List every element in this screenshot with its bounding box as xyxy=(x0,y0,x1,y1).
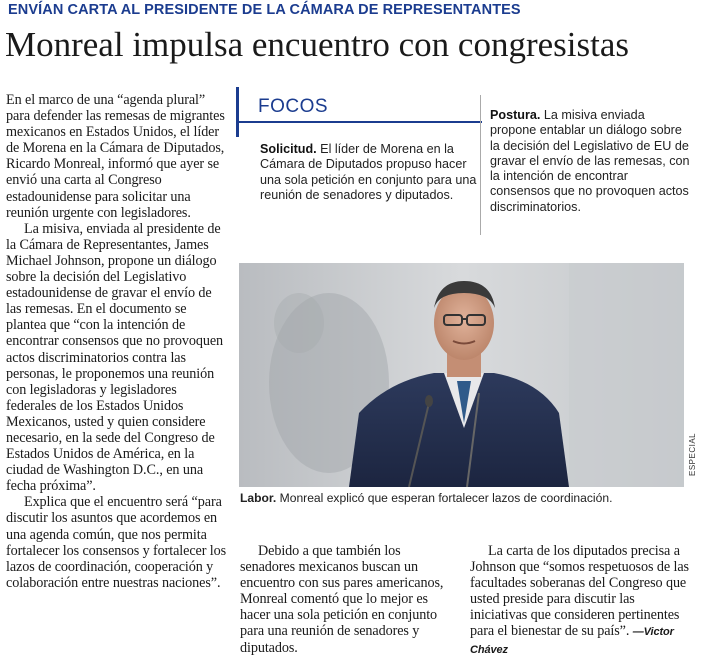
paragraph-text: La carta de los diputados precisa a Johnson que “somos respetuosos de las facultades soberanas del Congreso que usted preside para discutir las iniciativas que consideren pertinentes para el bienestar de su país”. xyxy=(470,543,689,640)
focos-item-title: Postura. xyxy=(490,108,541,122)
caption-text: Monreal explicó que esperan fortalecer lazos de coordinación. xyxy=(276,491,613,505)
focos-item-text: El líder de Morena en la Cámara de Diputados propuso hacer una sola petición en conjunto para una reunión de senadores y diputados. xyxy=(260,142,477,202)
article-column-1 xyxy=(6,92,230,591)
focos-item-text: La misiva enviada propone entablar un diálogo sobre la decisión del Legislativo de EU de gravar el envío de las remesas, con la intención de encontrar consensos que no provoquen actos discriminatorios. xyxy=(490,108,690,214)
article-kicker: ENVÍAN CARTA AL PRESIDENTE DE LA CÁMARA DE REPRESENTANTES xyxy=(8,2,521,18)
article-column-2 xyxy=(240,543,458,656)
focos-underline xyxy=(239,121,482,123)
focos-item-solicitud xyxy=(260,142,480,203)
paragraph: Explica que el encuentro será “para discutir los asuntos que acordemos en una agenda común, que nos permita fortalecer los consensos y fortalecer los lazos de coordinación, cooperación y colaboración entre nuestras naciones”. xyxy=(6,494,227,591)
photo-image xyxy=(239,263,684,487)
article-column-3 xyxy=(470,543,692,658)
focos-item-title: Solicitud. xyxy=(260,142,317,156)
photo-caption xyxy=(240,491,690,505)
caption-title: Labor. xyxy=(240,491,277,505)
photo-credit: ESPECIAL xyxy=(688,432,697,476)
focos-label: FOCOS xyxy=(258,96,329,117)
focos-accent-bar xyxy=(236,87,239,137)
byline: —Victor Chávez xyxy=(470,626,674,656)
paragraph: Debido a que también los senadores mexicanos buscan un encuentro con sus pares americanos, Monreal comentó que lo mejor es hacer una sola petición en conjunto para una reunión de senadores y diputados. xyxy=(240,543,444,656)
article-headline: Monreal impulsa encuentro con congresistas xyxy=(5,25,629,64)
focos-item-postura xyxy=(490,108,690,215)
paragraph: En el marco de una “agenda plural” para defender las remesas de migrantes mexicanos en Estados Unidos, el líder de Morena en la Cámara de Diputados, Ricardo Monreal, informó que ayer se envió una carta al Congreso estadounidense para solicitar una reunión urgente con legisladores. xyxy=(6,92,225,221)
article-photo xyxy=(239,263,684,487)
focos-divider xyxy=(480,95,481,235)
paragraph xyxy=(470,543,692,658)
paragraph: La misiva, enviada al presidente de la Cámara de Representantes, James Michael Johnson, propone un diálogo sobre la decisión del Legislativo estadounidense de gravar el envío de las remesas. En el documento se plantea que “con la intención de encontrar consensos que no provoquen actos discriminatorios contra las personas, le proponemos una reunión con legisladoras y legisladores federales de los Estados Unidos Mexicanos, usted y quien considere necesario, en la sede del Congreso de Estados Unidos de América, en la ciudad de Washington D.C., en una fecha próxima”. xyxy=(6,220,224,495)
